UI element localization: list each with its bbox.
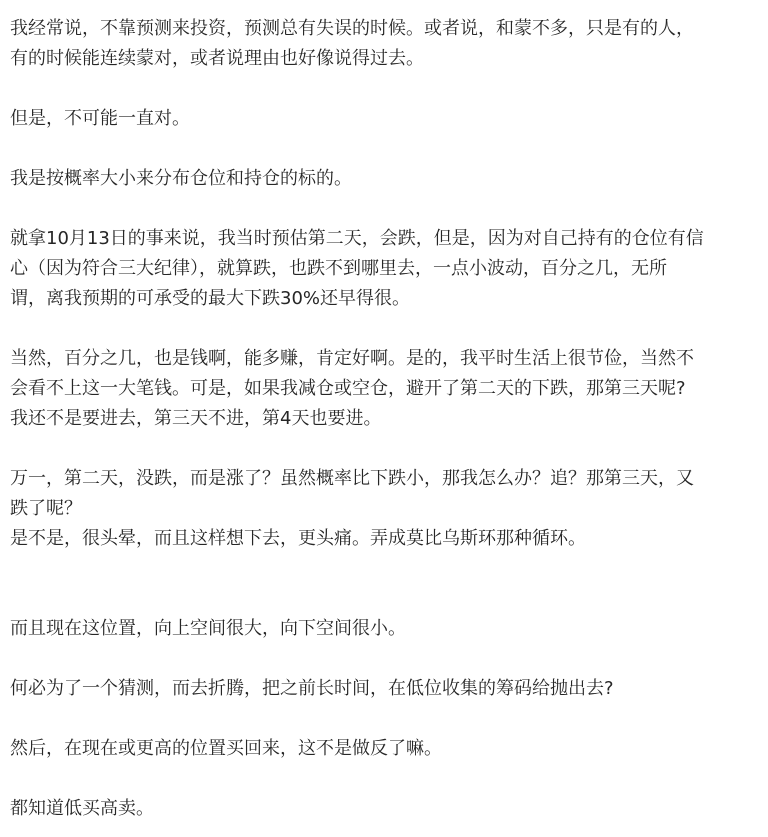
text-line: 但是，不可能一直对。: [10, 108, 190, 129]
text-line: 我还不是要进去，第三天不进，第4天也要进。: [10, 408, 382, 429]
text-line: 都知道低买高卖。: [10, 798, 154, 819]
text-line: 然后，在现在或更高的位置买回来，这不是做反了嘛。: [10, 738, 442, 759]
text-line: 跌了呢？: [10, 498, 82, 519]
blank-line: [10, 584, 762, 614]
paragraph: [10, 794, 762, 824]
article-body: [10, 14, 762, 824]
text-line: 我是按概率大小来分布仓位和持仓的标的。: [10, 168, 352, 189]
paragraph: [10, 104, 762, 134]
text-line: 有的时候能连续蒙对，或者说理由也好像说得过去。: [10, 48, 424, 69]
paragraph: [10, 464, 762, 554]
paragraph: [10, 674, 762, 704]
paragraph: [10, 734, 762, 764]
paragraph: [10, 14, 762, 74]
paragraph: [10, 614, 762, 644]
text-line: 万一，第二天，没跌，而是涨了？虽然概率比下跌小，那我怎么办？追？那第三天，又: [10, 468, 694, 489]
text-line: 会看不上这一大笔钱。可是，如果我减仓或空仓，避开了第二天的下跌，那第三天呢?: [10, 378, 686, 399]
text-line: 心（因为符合三大纪律），就算跌，也跌不到哪里去，一点小波动，百分之几，无所: [10, 258, 667, 279]
text-line: 当然，百分之几，也是钱啊，能多赚，肯定好啊。是的，我平时生活上很节俭，当然不: [10, 348, 694, 369]
text-line: 何必为了一个猜测，而去折腾，把之前长时间，在低位收集的筹码给抛出去?: [10, 678, 614, 699]
text-line: 就拿10月13日的事来说，我当时预估第二天，会跌，但是，因为对自己持有的仓位有信: [10, 228, 704, 249]
text-line: 谓，离我预期的可承受的最大下跌30%还早得很。: [10, 288, 411, 309]
paragraph: [10, 224, 762, 314]
text-line: 我经常说，不靠预测来投资，预测总有失误的时候。或者说，和蒙不多，只是有的人，: [10, 18, 694, 39]
paragraph: [10, 164, 762, 194]
text-line: 而且现在这位置，向上空间很大，向下空间很小。: [10, 618, 406, 639]
paragraph: [10, 344, 762, 434]
text-line: 是不是，很头晕，而且这样想下去，更头痛。弄成莫比乌斯环那种循环。: [10, 528, 586, 549]
